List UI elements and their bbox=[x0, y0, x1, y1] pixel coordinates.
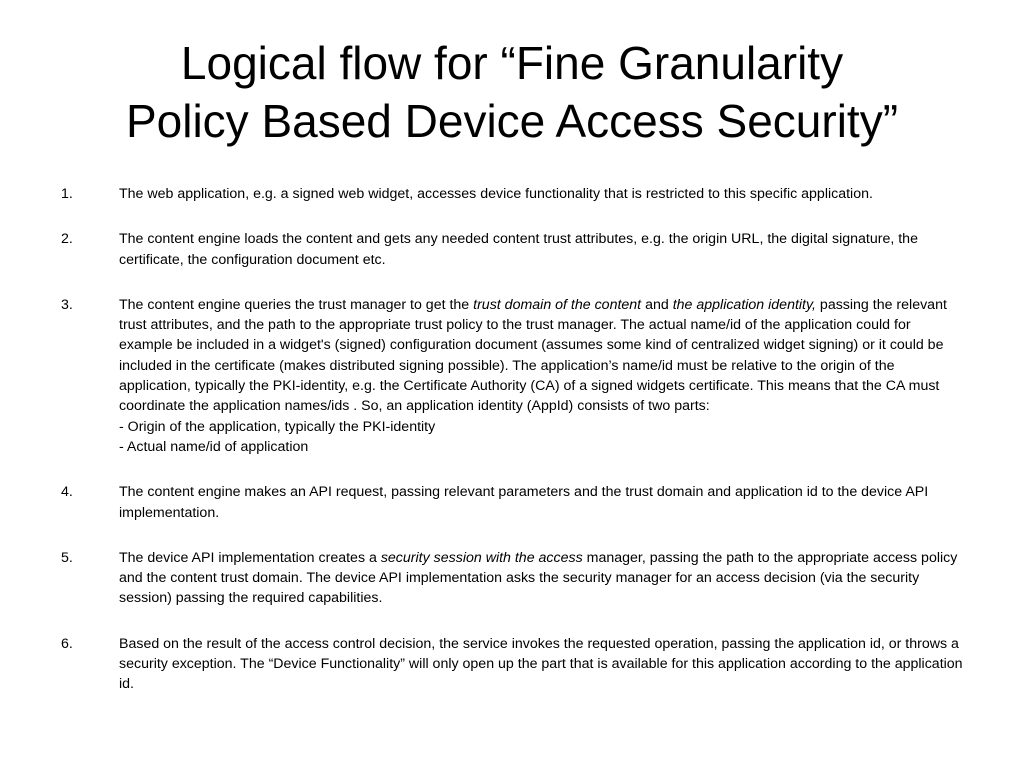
step-text-part: passing the relevant trust attributes, and the path to the appropriate trust policy to the trust manager. The actual name/id of the application could for example be included in a widget's (signed) configuration document (assumes some kind of centralized widget signing) or it could be included in the certificate (makes distributed signing possible). The application’s name/id must be relative to the origin of the application, typically the PKI-identity, e.g. the Certificate Authority (CA) of a signed widgets certificate. This means that the CA must coordinate the application names/ids . So, an application identity (AppId) consists of two parts: bbox=[119, 296, 947, 415]
step-text: The web application, e.g. a signed web widget, accesses device functionality that is restricted to this specific application. bbox=[119, 186, 873, 202]
step-text: The content engine loads the content and gets any needed content trust attributes, e.g. the origin URL, the digital signature, the certificate, the configuration document etc. bbox=[119, 231, 918, 268]
step-text-part: The device API implementation creates a bbox=[119, 549, 381, 566]
step-number: 6. bbox=[61, 635, 73, 652]
step-text bbox=[119, 548, 965, 609]
step-sub-item: - Actual name/id of application bbox=[119, 438, 309, 455]
step-number: 1. bbox=[61, 186, 73, 202]
step-emphasis: security session with the access bbox=[380, 549, 583, 566]
step-text: The content engine makes an API request, passing relevant parameters and the trust domain and application id to the device API implementation. bbox=[119, 484, 929, 521]
step-sub-item: - Origin of the application, typically the PKI-identity bbox=[119, 418, 436, 435]
step-number: 4. bbox=[61, 484, 73, 501]
step-number: 3. bbox=[61, 296, 73, 313]
slide-title-line-1: Logical flow for “Fine Granularity bbox=[180, 37, 844, 89]
steps-list bbox=[60, 184, 965, 720]
step-1 bbox=[60, 184, 965, 204]
step-emphasis: the application identity, bbox=[672, 296, 816, 313]
step-4 bbox=[60, 482, 965, 523]
step-text: Based on the result of the access control decision, the service invokes the requested operation, passing the application id, or throws a security exception. The “Device Functionality” will only open up the part that is available for this application according to the application id. bbox=[119, 635, 963, 693]
step-5 bbox=[60, 548, 965, 609]
step-text bbox=[119, 295, 965, 457]
step-text-part: and bbox=[641, 296, 673, 313]
slide-title bbox=[40, 34, 984, 150]
step-2 bbox=[60, 229, 965, 270]
step-text-part: manager, passing the path to the appropriate access policy and the content trust domain. The device API implementation asks the security manager for an access decision (via the security session) passing the required capabilities. bbox=[119, 549, 958, 607]
step-6 bbox=[60, 634, 965, 695]
step-text-part: The content engine queries the trust manager to get the bbox=[119, 296, 474, 313]
slide-title-line-2: Policy Based Device Access Security” bbox=[125, 95, 899, 147]
step-3 bbox=[60, 295, 965, 457]
step-number: 2. bbox=[61, 231, 73, 248]
step-emphasis: trust domain of the content bbox=[473, 296, 642, 313]
step-number: 5. bbox=[61, 549, 73, 566]
